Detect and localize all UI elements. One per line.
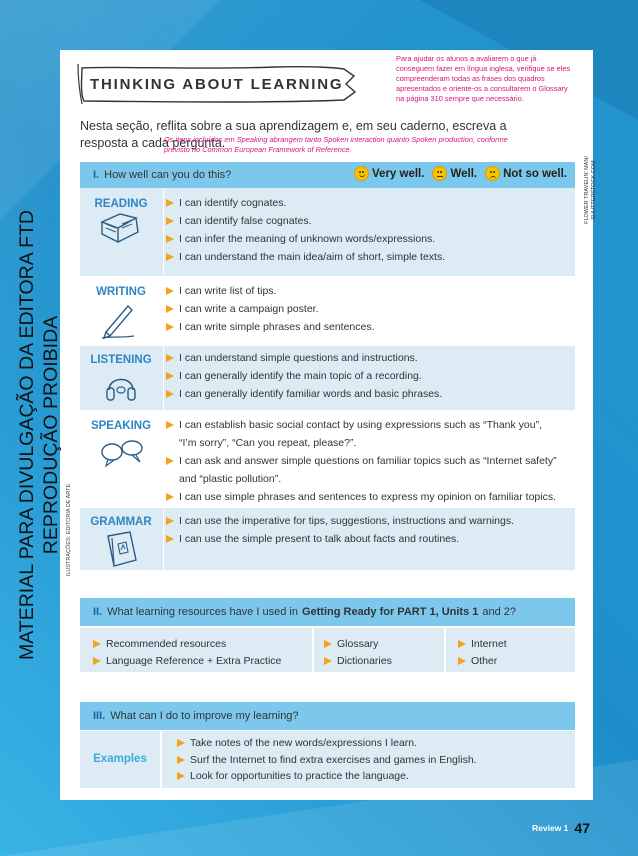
list-item: I can understand simple questions and instructions. bbox=[166, 349, 566, 367]
column-divider bbox=[312, 628, 314, 672]
section3-header bbox=[80, 702, 575, 730]
section1-header bbox=[80, 162, 575, 188]
improvement-box bbox=[80, 731, 575, 788]
section1-number: I. bbox=[93, 169, 100, 181]
list-item: I can write simple phrases and sentences. bbox=[166, 318, 566, 336]
list-item: Dictionaries bbox=[324, 653, 392, 670]
skill-row-listening bbox=[80, 346, 575, 412]
rating-very-well-label: Very well. bbox=[372, 167, 425, 180]
skill-row-writing bbox=[80, 278, 575, 346]
photo-credit bbox=[581, 150, 601, 230]
resources-col-3 bbox=[458, 636, 507, 669]
open-book-icon bbox=[98, 212, 142, 246]
pencil-icon bbox=[98, 300, 138, 340]
list-item: Glossary bbox=[324, 636, 392, 653]
writing-list bbox=[166, 282, 566, 336]
illustration-credit-text: ILUSTRAÇÕES: EDITORIA DE ARTE bbox=[66, 483, 72, 577]
list-item: I can use the imperative for tips, suggestions, instructions and warnings. bbox=[166, 512, 566, 530]
list-item: I can write list of tips. bbox=[166, 282, 566, 300]
intro-text: Nesta seção, reflita sobre a sua aprendizagem e, em seu caderno, escreva a resposta a cada pergunta. bbox=[80, 119, 507, 150]
skill-row-reading bbox=[80, 188, 575, 278]
list-item: I can understand the main idea/aim of short, simple texts. bbox=[166, 248, 566, 266]
speech-bubbles-icon bbox=[100, 438, 146, 468]
list-item: I can generally identify the main topic of a recording. bbox=[166, 367, 566, 385]
rating-well-label: Well. bbox=[450, 167, 478, 180]
title-banner bbox=[76, 64, 358, 106]
list-item: Surf the Internet to find extra exercises and games in English. bbox=[177, 752, 477, 769]
list-item: I can identify cognates. bbox=[166, 194, 566, 212]
rating-not-so-well bbox=[485, 166, 567, 181]
resources-box bbox=[80, 628, 575, 672]
side-disclaimer-line2: REPRODUÇÃO PROIBIDA bbox=[40, 315, 62, 555]
list-item: Other bbox=[458, 653, 507, 670]
section1-question: How well can you do this? bbox=[104, 169, 232, 181]
list-item: I can ask and answer simple questions on familiar topics such as “Internet safety” bbox=[166, 452, 566, 470]
list-item: I can infer the meaning of unknown words/expressions. bbox=[166, 230, 566, 248]
skill-name-writing: WRITING bbox=[96, 286, 146, 298]
photo-credit-line1: FLOWER TRAVELIN' MAN/ bbox=[584, 156, 590, 224]
page-number: 47 bbox=[574, 820, 590, 836]
section3-number: III. bbox=[93, 710, 106, 722]
list-item: I can establish basic social contact by using expressions such as “Thank you”, bbox=[166, 416, 566, 434]
page-title: THINKING ABOUT LEARNING bbox=[90, 76, 344, 93]
column-divider bbox=[444, 628, 446, 672]
side-disclaimer-line1: MATERIAL PARA DIVULGAÇÃO DA EDITORA FTD bbox=[16, 209, 38, 661]
section2-number: II. bbox=[93, 606, 103, 618]
rating-well bbox=[432, 166, 477, 181]
skill-name-reading: READING bbox=[94, 198, 148, 210]
neutral-face-icon bbox=[432, 166, 447, 181]
resources-col-2 bbox=[324, 636, 392, 669]
list-item: I can generally identify familiar words and basic phrases. bbox=[166, 385, 566, 403]
section3-question: What can I do to improve my learning? bbox=[110, 710, 299, 722]
list-item: Look for opportunities to practice the language. bbox=[177, 768, 477, 785]
speaking-list bbox=[166, 416, 566, 506]
rating-not-so-well-label: Not so well. bbox=[503, 167, 567, 180]
section2-question-end: and 2? bbox=[482, 606, 517, 618]
footer-review-label: Review 1 bbox=[532, 823, 569, 833]
intro-note: Os itens incluídos em Speaking abrangem tanto Spoken interaction quanto Spoken production, conforme previsto no Common European Framework of Reference. bbox=[164, 135, 508, 154]
list-item: I can identify false cognates. bbox=[166, 212, 566, 230]
list-item: I can use the simple present to talk about facts and routines. bbox=[166, 530, 566, 548]
page-footer bbox=[480, 820, 590, 836]
list-item: I can use simple phrases and sentences to express my opinion on familiar topics. bbox=[166, 488, 566, 506]
headphones-icon bbox=[104, 368, 138, 406]
column-divider bbox=[163, 188, 164, 572]
skill-name-grammar: GRAMMAR bbox=[90, 516, 152, 528]
examples-label: Examples bbox=[93, 753, 147, 765]
skill-name-speaking: SPEAKING bbox=[90, 420, 152, 432]
list-item-continuation: “I’m sorry”, “Can you repeat, please?”. bbox=[179, 437, 357, 449]
skill-name-listening: LISTENING bbox=[90, 354, 152, 366]
list-item: Take notes of the new words/expressions I learn. bbox=[177, 735, 477, 752]
list-item: I can write a campaign poster. bbox=[166, 300, 566, 318]
section2-question-start: What learning resources have I used in bbox=[107, 606, 298, 618]
list-item: Internet bbox=[458, 636, 507, 653]
grammar-book-icon bbox=[104, 530, 140, 568]
list-item: Recommended resources bbox=[93, 636, 281, 653]
section2-header bbox=[80, 598, 575, 626]
resources-col-1 bbox=[93, 636, 281, 669]
grammar-list bbox=[166, 512, 566, 548]
smile-face-icon bbox=[354, 166, 369, 181]
examples-list bbox=[177, 735, 477, 785]
skill-row-grammar bbox=[80, 508, 575, 572]
reading-list bbox=[166, 194, 566, 266]
list-item: Language Reference + Extra Practice bbox=[93, 653, 281, 670]
illustration-credit bbox=[64, 480, 74, 580]
section2-question-bold: Getting Ready for PART 1, Units 1 bbox=[301, 606, 479, 618]
teacher-note: Para ajudar os alunos a avaliarem o que já conseguem fazer em língua inglesa, verifique se eles compreenderam todas as frases dos quadros apresentados e oriente-os a consultarem o Glossary na página 310 sempre que necessário. bbox=[396, 54, 571, 103]
skill-row-speaking bbox=[80, 412, 575, 508]
listening-list bbox=[166, 349, 566, 403]
sad-face-icon bbox=[485, 166, 500, 181]
rating-very-well bbox=[354, 166, 424, 181]
rating-legend bbox=[354, 166, 567, 181]
column-divider bbox=[160, 731, 162, 788]
photo-credit-line2: SHUTTERSTOCK.COM bbox=[591, 160, 597, 220]
list-item-continuation: and “plastic pollution”. bbox=[179, 473, 282, 485]
